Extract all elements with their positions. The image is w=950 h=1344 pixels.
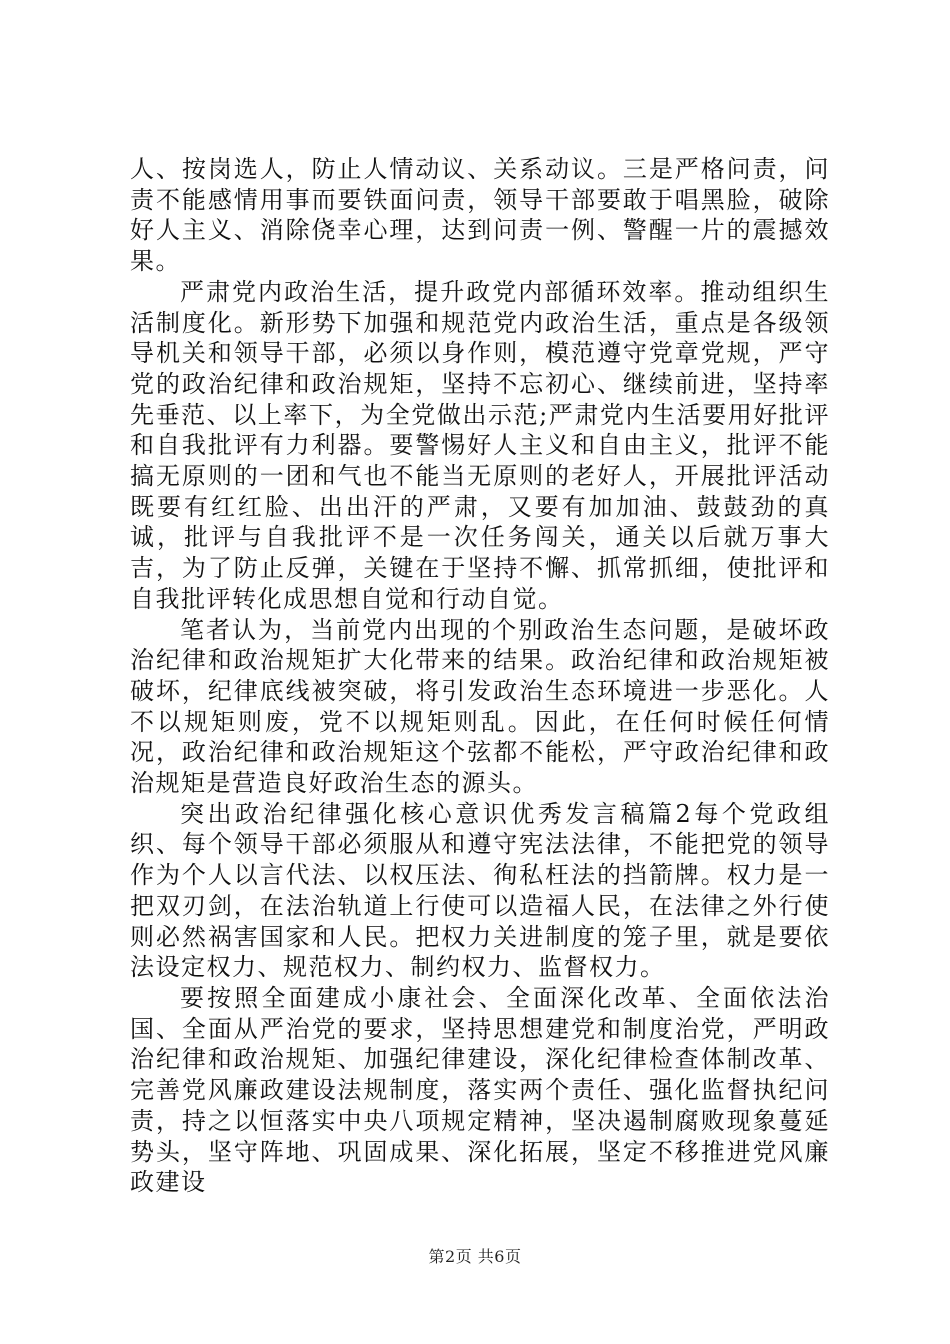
paragraph-4: 突出政治纪律强化核心意识优秀发言稿篇2每个党政组织、每个领导干部必须服从和遵守宪法法律，不能把党的领导作为个人以言代法、以权压法、徇私枉法的挡箭牌。权力是一把双刃剑，在法治轨道上行使可以造福人民，在法律之外行使则必然祸害国家和人民。把权力关进制度的笼子里，就是要依法设定权力、规范权力、制约权力、监督权力。: [130, 799, 830, 982]
paragraph-1: 人、按岗选人，防止人情动议、关系动议。三是严格问责，问责不能感情用事而要铁面问责，领导干部要敢于唱黑脸，破除好人主义、消除侥幸心理，达到问责一例、警醒一片的震撼效果。: [130, 155, 830, 276]
page-number-footer: 第2页 共6页: [428, 1247, 522, 1266]
document-body: [130, 154, 830, 1198]
paragraph-3: 笔者认为，当前党内出现的个别政治生态问题，是破坏政治纪律和政治规矩扩大化带来的结果。政治纪律和政治规矩被破坏，纪律底线被突破，将引发政治生态环境进一步恶化。人不以规矩则废，党不以规矩则乱。因此，在任何时候任何情况，政治纪律和政治规矩这个弦都不能松，严守政治纪律和政治规矩是营造良好政治生态的源头。: [130, 615, 830, 798]
paragraph-2: 严肃党内政治生活，提升政党内部循环效率。推动组织生活制度化。新形势下加强和规范党内政治生活，重点是各级领导机关和领导干部，必须以身作则，模范遵守党章党规，严守党的政治纪律和政治规矩，坚持不忘初心、继续前进，坚持率先垂范、以上率下，为全党做出示范;严肃党内生活要用好批评和自我批评有力利器。要警惕好人主义和自由主义，批评不能搞无原则的一团和气也不能当无原则的老好人，开展批评活动既要有红红脸、出出汗的严肃，又要有加加油、鼓鼓劲的真诚，批评与自我批评不是一次任务闯关，通关以后就万事大吉，为了防止反弹，关键在于坚持不懈、抓常抓细，使批评和自我批评转化成思想自觉和行动自觉。: [130, 277, 830, 613]
paragraph-5: 要按照全面建成小康社会、全面深化改革、全面依法治国、全面从严治党的要求，坚持思想建党和制度治党，严明政治纪律和政治规矩、加强纪律建设，深化纪律检查体制改革、完善党风廉政建设法规制度，落实两个责任、强化监督执纪问责，持之以恒落实中央八项规定精神，坚决遏制腐败现象蔓延势头，坚守阵地、巩固成果、深化拓展，坚定不移推进党风廉政建设: [130, 983, 830, 1197]
